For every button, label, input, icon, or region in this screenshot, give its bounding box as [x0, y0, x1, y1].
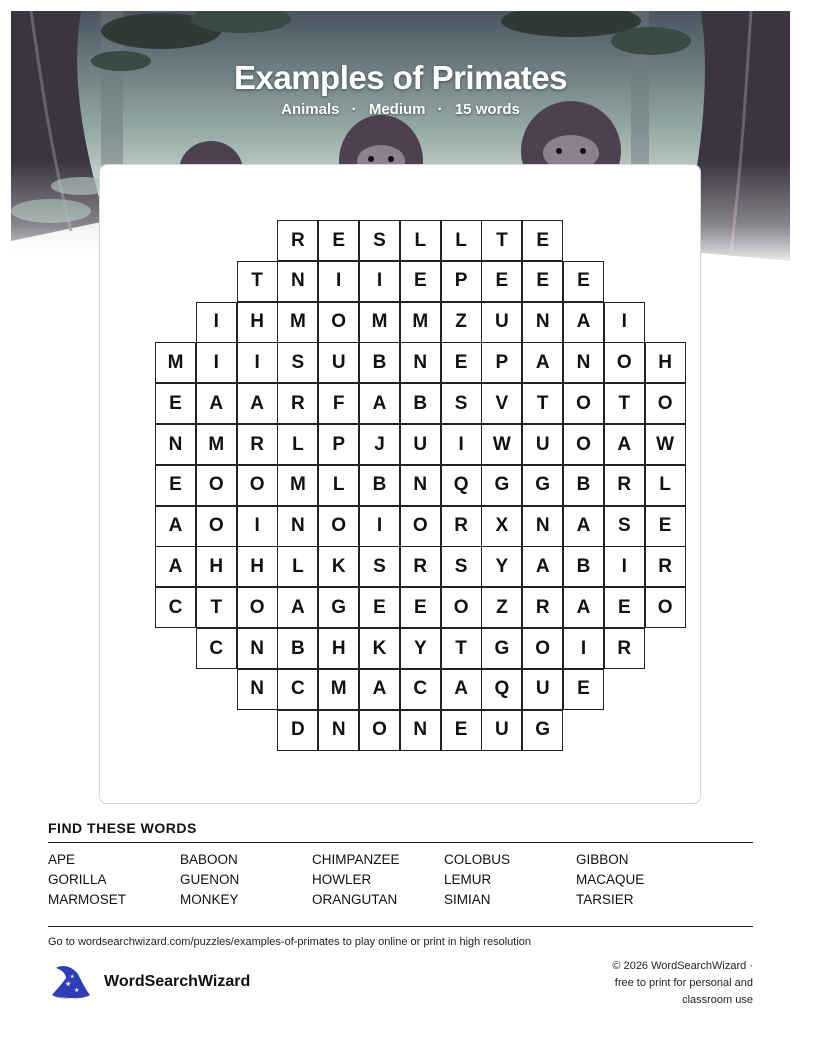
grid-cell: R	[604, 628, 645, 669]
grid-cell: U	[522, 669, 563, 710]
grid-cell: A	[563, 506, 604, 547]
grid-cell: S	[277, 342, 318, 383]
grid-cell: S	[441, 546, 482, 587]
grid-cell: O	[563, 424, 604, 465]
grid-cell: Q	[441, 465, 482, 506]
grid-cell: E	[400, 261, 441, 302]
grid-cell: D	[277, 710, 318, 751]
grid-cell: I	[604, 302, 645, 343]
grid-cell: A	[359, 669, 400, 710]
grid-cell: O	[237, 587, 278, 628]
grid-cell: R	[441, 506, 482, 547]
grid-cell: C	[400, 669, 441, 710]
grid-cell: A	[522, 342, 563, 383]
brand[interactable]	[48, 962, 250, 1002]
brand-name: WordSearchWizard	[104, 973, 251, 990]
grid-cell: U	[481, 302, 522, 343]
grid-cell: P	[481, 342, 522, 383]
grid-cell: U	[481, 710, 522, 751]
footer-divider	[48, 926, 753, 927]
grid-cell: N	[522, 302, 563, 343]
grid-cell: H	[196, 546, 237, 587]
grid-cell: I	[359, 261, 400, 302]
copyright-line: free to print for personal and	[614, 977, 753, 989]
grid-cell: R	[237, 424, 278, 465]
grid-cell: U	[522, 424, 563, 465]
word-item: GIBBON	[576, 852, 629, 867]
grid-cell: M	[155, 342, 196, 383]
grid-cell: A	[277, 587, 318, 628]
grid-cell: E	[522, 261, 563, 302]
grid-cell: S	[359, 220, 400, 261]
grid-cell: Q	[481, 669, 522, 710]
svg-text:★: ★	[65, 980, 72, 988]
grid-cell: C	[277, 669, 318, 710]
svg-text:★: ★	[74, 987, 80, 994]
grid-cell: O	[400, 506, 441, 547]
grid-cell: G	[318, 587, 359, 628]
grid-cell: I	[441, 424, 482, 465]
grid-cell: L	[645, 465, 686, 506]
grid-cell: K	[359, 628, 400, 669]
grid-cell: O	[563, 383, 604, 424]
grid-cell: N	[237, 669, 278, 710]
grid-cell: A	[237, 383, 278, 424]
grid-cell: I	[563, 628, 604, 669]
grid-cell: B	[563, 465, 604, 506]
grid-cell: T	[237, 261, 278, 302]
grid-cell: N	[277, 261, 318, 302]
grid-cell: G	[481, 628, 522, 669]
grid-cell: E	[155, 465, 196, 506]
grid-cell: H	[237, 302, 278, 343]
grid-cell: R	[277, 383, 318, 424]
grid-cell: T	[441, 628, 482, 669]
grid-cell: N	[237, 628, 278, 669]
grid-cell: L	[400, 220, 441, 261]
grid-cell: A	[604, 424, 645, 465]
grid-cell: E	[604, 587, 645, 628]
grid-cell: A	[522, 546, 563, 587]
word-item: APE	[48, 852, 76, 867]
grid-cell: E	[400, 587, 441, 628]
grid-cell: N	[155, 424, 196, 465]
grid-cell: O	[645, 383, 686, 424]
grid-cell: O	[645, 587, 686, 628]
grid-cell: E	[441, 710, 482, 751]
word-item: COLOBUS	[444, 852, 511, 867]
grid-cell: G	[481, 465, 522, 506]
grid-cell: I	[359, 506, 400, 547]
grid-cell: A	[563, 302, 604, 343]
grid-cell: R	[400, 546, 441, 587]
grid-cell: W	[481, 424, 522, 465]
word-item: MARMOSET	[48, 892, 127, 907]
grid-cell: K	[318, 546, 359, 587]
grid-cell: A	[155, 546, 196, 587]
grid-cell: O	[318, 506, 359, 547]
word-count-label: 15 words	[454, 101, 520, 118]
grid-cell: O	[604, 342, 645, 383]
grid-cell: Z	[441, 302, 482, 343]
grid-cell: T	[481, 220, 522, 261]
grid-cell: C	[196, 628, 237, 669]
meta-separator: ·	[437, 101, 443, 118]
copyright-notice	[573, 958, 753, 1009]
copyright-line: classroom use	[682, 994, 753, 1006]
grid-cell: E	[155, 383, 196, 424]
grid-cell: O	[196, 506, 237, 547]
grid-cell: E	[563, 669, 604, 710]
grid-cell: O	[237, 465, 278, 506]
grid-cell: B	[563, 546, 604, 587]
grid-cell: N	[522, 506, 563, 547]
grid-cell: N	[400, 710, 441, 751]
grid-cell: E	[481, 261, 522, 302]
grid-cell: W	[645, 424, 686, 465]
grid-cell: T	[196, 587, 237, 628]
category-label: Animals	[281, 101, 340, 118]
word-item: TARSIER	[576, 892, 634, 907]
grid-cell: A	[155, 506, 196, 547]
grid-cell: L	[277, 424, 318, 465]
grid-cell: T	[604, 383, 645, 424]
grid-cell: L	[318, 465, 359, 506]
grid-cell: N	[563, 342, 604, 383]
grid-cell: M	[277, 465, 318, 506]
puzzle-card	[99, 164, 701, 804]
grid-cell: J	[359, 424, 400, 465]
grid-cell: B	[277, 628, 318, 669]
grid-cell: V	[481, 383, 522, 424]
grid-cell: B	[359, 465, 400, 506]
grid-cell: S	[441, 383, 482, 424]
puzzle-meta	[11, 101, 790, 119]
page-title: Examples of Primates	[234, 59, 567, 96]
grid-cell: Y	[481, 546, 522, 587]
grid-cell: I	[237, 342, 278, 383]
grid-cell: R	[645, 546, 686, 587]
grid-cell: E	[318, 220, 359, 261]
grid-cell: N	[400, 342, 441, 383]
grid-cell: I	[237, 506, 278, 547]
grid-cell: X	[481, 506, 522, 547]
grid-cell: N	[318, 710, 359, 751]
grid-cell: I	[604, 546, 645, 587]
grid-cell: R	[604, 465, 645, 506]
word-item: LEMUR	[444, 872, 492, 887]
grid-cell: U	[318, 342, 359, 383]
word-item: BABOON	[180, 852, 238, 867]
grid-cell: G	[522, 465, 563, 506]
grid-cell: O	[441, 587, 482, 628]
grid-cell: M	[277, 302, 318, 343]
word-item: HOWLER	[312, 872, 372, 887]
grid-cell: H	[645, 342, 686, 383]
svg-text:★: ★	[70, 974, 75, 980]
header	[11, 58, 790, 119]
grid-cell: L	[277, 546, 318, 587]
grid-cell: O	[359, 710, 400, 751]
grid-cell: C	[155, 587, 196, 628]
grid-cell: A	[441, 669, 482, 710]
difficulty-label: Medium	[368, 101, 426, 118]
grid-cell: F	[318, 383, 359, 424]
grid-cell: O	[196, 465, 237, 506]
grid-cell: G	[522, 710, 563, 751]
grid-cell: B	[359, 342, 400, 383]
grid-cell: S	[359, 546, 400, 587]
grid-cell: N	[400, 465, 441, 506]
grid-cell: H	[237, 546, 278, 587]
word-list-heading: FIND THESE WORDS	[48, 820, 753, 843]
grid-cell: S	[604, 506, 645, 547]
grid-cell: A	[196, 383, 237, 424]
word-item: ORANGUTAN	[312, 892, 398, 907]
word-item: MACAQUE	[576, 872, 645, 887]
word-item: CHIMPANZEE	[312, 852, 400, 867]
grid-cell: Y	[400, 628, 441, 669]
grid-cell: Z	[481, 587, 522, 628]
grid-cell: E	[645, 506, 686, 547]
grid-cell: O	[318, 302, 359, 343]
grid-cell: E	[441, 342, 482, 383]
grid-cell: M	[400, 302, 441, 343]
word-item: GORILLA	[48, 872, 107, 887]
grid-cell: M	[359, 302, 400, 343]
word-item: MONKEY	[180, 892, 239, 907]
grid-cell: I	[196, 342, 237, 383]
grid-cell: P	[441, 261, 482, 302]
copyright-line: © 2026 WordSearchWizard ·	[612, 960, 753, 972]
meta-separator: ·	[351, 101, 357, 118]
grid-cell: E	[563, 261, 604, 302]
grid-cell: U	[400, 424, 441, 465]
grid-cell: E	[522, 220, 563, 261]
grid-cell: I	[318, 261, 359, 302]
grid-cell: E	[359, 587, 400, 628]
grid-cell: B	[400, 383, 441, 424]
grid-cell: O	[522, 628, 563, 669]
wizard-hat-icon	[48, 962, 92, 1002]
grid-cell: A	[359, 383, 400, 424]
grid-cell: T	[522, 383, 563, 424]
grid-cell: N	[277, 506, 318, 547]
grid-cell: M	[196, 424, 237, 465]
grid-cell: P	[318, 424, 359, 465]
grid-cell: H	[318, 628, 359, 669]
word-list-section	[48, 820, 753, 909]
word-item: GUENON	[180, 872, 240, 887]
grid-cell: R	[277, 220, 318, 261]
grid-cell: I	[196, 302, 237, 343]
grid-cell: L	[441, 220, 482, 261]
grid-cell: A	[563, 587, 604, 628]
word-list	[48, 851, 753, 909]
word-item: SIMIAN	[444, 892, 491, 907]
grid-cell: R	[522, 587, 563, 628]
grid-cell: M	[318, 669, 359, 710]
website-link-text[interactable]: Go to wordsearchwizard.com/puzzles/examples-of-primates to play online or print in high resolution	[48, 936, 532, 948]
